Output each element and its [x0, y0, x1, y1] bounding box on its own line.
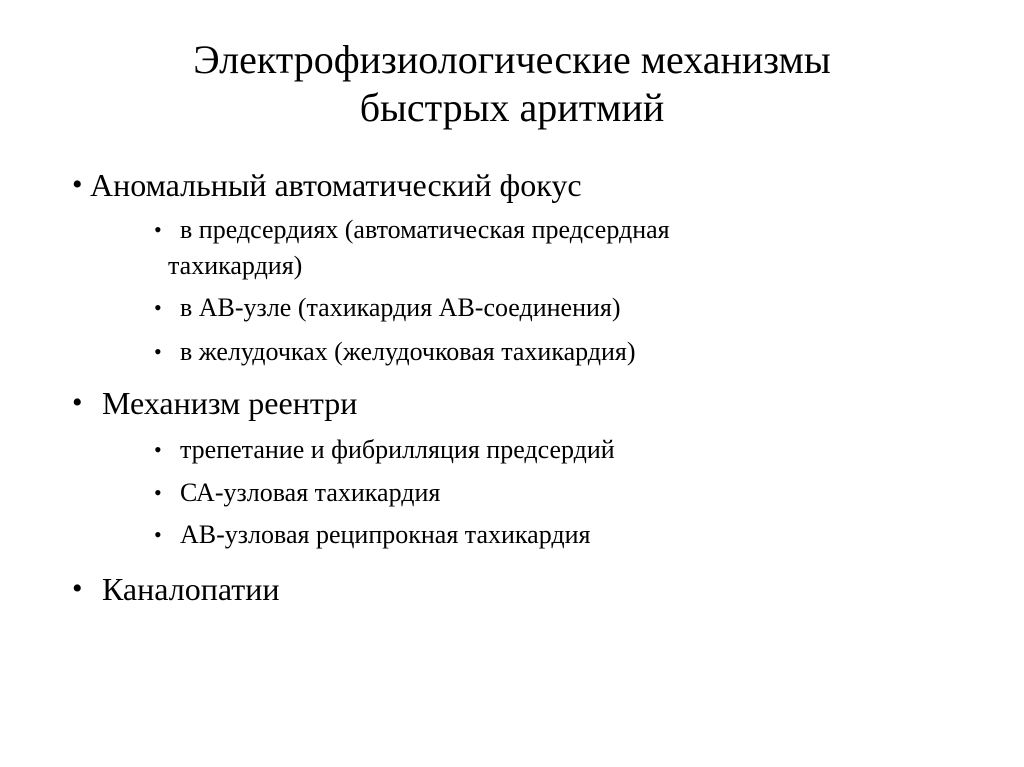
list-item-text: Аномальный автоматический фокус	[90, 167, 582, 203]
list-item-text: Каналопатии	[102, 571, 280, 607]
list-item-text: АВ-узловая реципрокная тахикардия	[180, 520, 591, 549]
bullet-icon: •	[72, 386, 83, 419]
list-item-text: трепетание и фибрилляция предсердий	[180, 435, 615, 464]
bullet-icon: •	[154, 217, 162, 242]
list-item-text: в АВ-узле (тахикардия АВ-соединения)	[180, 293, 621, 322]
bullet-icon: •	[154, 480, 162, 505]
bullet-icon: •	[154, 437, 162, 462]
bullet-icon: •	[72, 168, 83, 201]
list-item-text-continuation: тахикардия)	[168, 251, 303, 280]
bullet-icon: •	[154, 339, 162, 364]
bullet-icon: •	[72, 572, 83, 605]
list-item-text: СА-узловая тахикардия	[180, 478, 441, 507]
list-item-text: в желудочках (желудочковая тахикардия)	[180, 337, 636, 366]
bullet-icon: •	[154, 522, 162, 547]
slide-title-line-2: быстрых аритмий	[359, 85, 665, 130]
slide-title-line-1: Электрофизиологические механизмы	[193, 37, 831, 82]
list-item-text: Механизм реентри	[102, 385, 358, 421]
list-item-text: в предсердиях (автоматическая предсердная	[180, 215, 670, 244]
bullet-icon: •	[154, 295, 162, 320]
